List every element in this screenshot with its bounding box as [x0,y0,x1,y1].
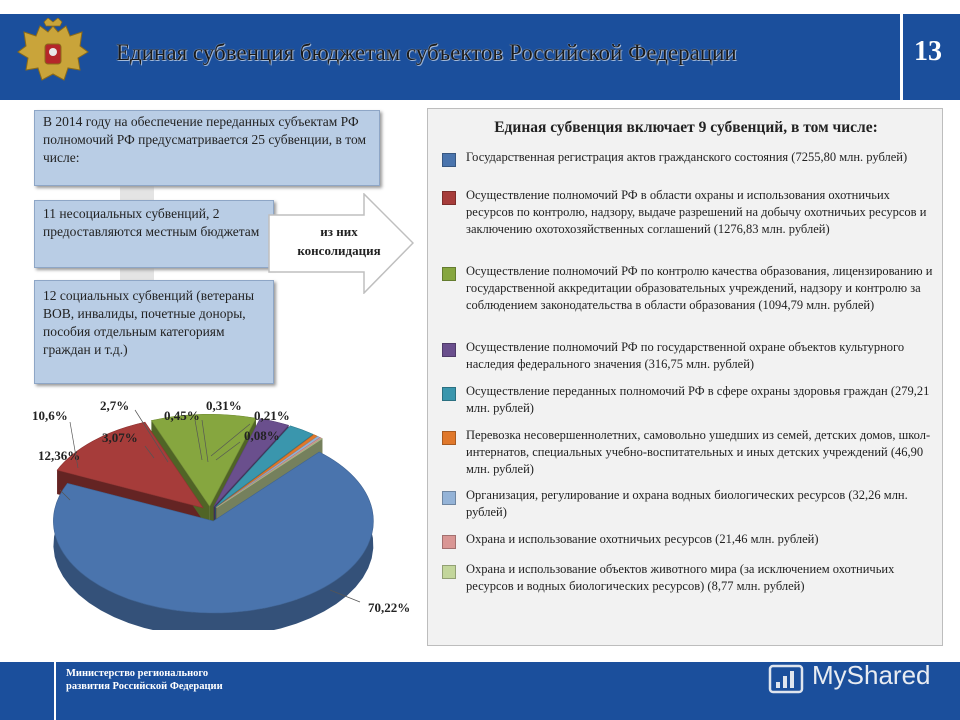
pie-data-label: 10,6% [32,408,68,423]
pie-data-label: 0,31% [206,398,242,413]
legend-swatch [442,535,456,549]
legend-panel [427,108,943,646]
intro-text: В 2014 году на обеспечение переданных субъектам РФ полномочий РФ предусматривается 25 субвенции, в том числе: [43,114,367,165]
social-box [34,280,274,384]
legend-swatch [442,191,456,205]
pie-data-label: 70,22% [368,600,411,615]
legend-swatch [442,267,456,281]
arrow-label: из них консолидация [297,224,381,258]
legend-text: Государственная регистрация актов гражданского состояния (7255,80 млн. рублей) [466,150,908,164]
legend-text: Осуществление полномочий РФ по государственной охране объектов культурного наследия федерального значения (316,75 млн. рублей) [466,340,905,371]
pie-data-label: 3,07% [102,430,138,445]
legend-text: Охрана и использование объектов животного мира (за исключением охотничьих ресурсов и водных биологических ресурсов) (8,77 млн. рублей) [466,562,895,593]
pie-data-label: 2,7% [100,398,130,413]
legend-swatch [442,565,456,579]
legend-text: Перевозка несовершеннолетних, самовольно ушедших из семей, детских домов, школ-интернатов, специальных учебно-воспитательных и иных детских учреждений (46,90 млн. рублей) [466,428,931,476]
legend-text: Осуществление полномочий РФ в области охраны и использования охотничьих ресурсов по контролю, надзору, выдаче разрешений на добычу охотничьих ресурсов и заключению охотохозяйственных соглашений (1276,83 млн. рублей) [466,188,927,236]
legend-swatch [442,153,456,167]
legend-swatch [442,431,456,445]
legend-text: Охрана и использование охотничьих ресурсов (21,46 млн. рублей) [466,532,819,546]
nonsocial-box [34,200,274,268]
pie-data-label: 0,45% [164,408,200,423]
legend-text: Осуществление полномочий РФ по контролю качества образования, лицензированию и государственной аккредитации образовательных учреждений, надзору и контролю за соблюдением законодательства в области образования (1094,79 млн. рублей) [466,264,933,312]
legend-swatch [442,343,456,357]
nonsocial-text: 11 несоциальных субвенций, 2 предоставляются местным бюджетам [43,206,260,239]
pie-chart [30,390,430,630]
pie-data-label: 0,08% [244,428,280,443]
intro-box [34,110,380,186]
header-divider [900,14,903,100]
watermark-text: MyShared [812,660,931,690]
legend-swatch [442,387,456,401]
footer-divider [54,662,56,720]
legend-text: Осуществление переданных полномочий РФ в сфере охраны здоровья граждан (279,21 млн. рублей) [466,384,930,415]
page-title: Единая субвенция бюджетам субъектов Российской Федерации [116,40,737,65]
footer-org: Министерство регионального развития Российской Федерации [66,668,223,692]
coat-of-arms-icon [14,18,92,94]
pie-data-label: 12,36% [38,448,81,463]
pie-data-label: 0,21% [254,408,290,423]
panel-title: Единая субвенция включает 9 субвенций, в том числе: [494,119,878,136]
legend-text: Организация, регулирование и охрана водных биологических ресурсов (32,26 млн. рублей) [466,488,908,519]
legend-swatch [442,491,456,505]
social-text: 12 социальных субвенций (ветераны ВОВ, инвалиды, почетные доноры, пособия отдельным категориям граждан и т.д.) [43,288,255,357]
slide-number: 13 [914,36,942,67]
